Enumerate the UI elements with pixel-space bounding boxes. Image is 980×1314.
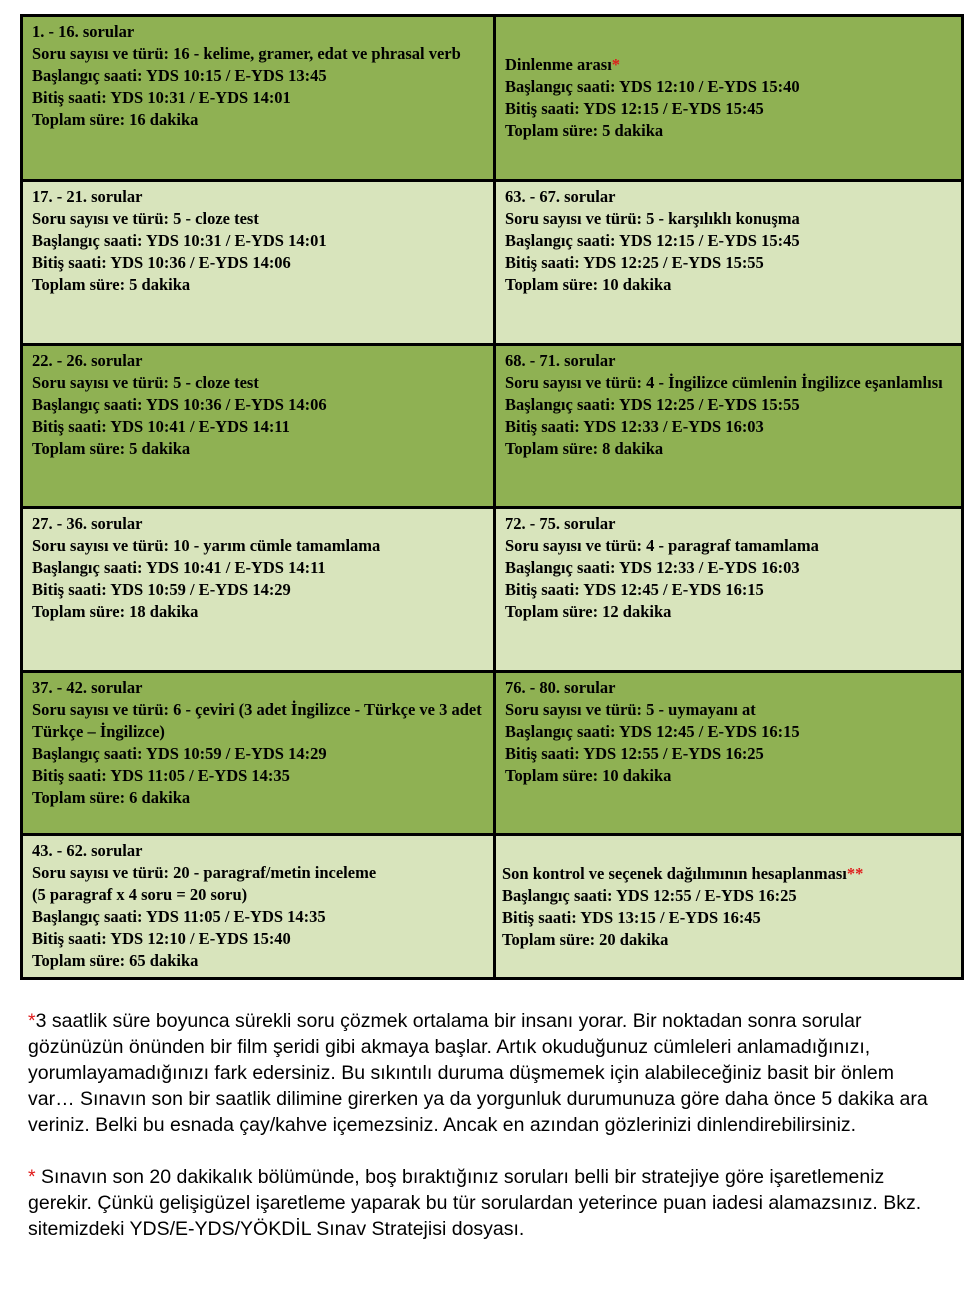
cell-end: Bitiş saati: YDS 12:45 / E-YDS 16:15 (505, 580, 764, 599)
cell-start: Başlangıç saati: YDS 12:55 / E-YDS 16:25 (502, 885, 797, 905)
schedule-cell-q27-36 (23, 509, 493, 670)
cell-title (505, 54, 953, 76)
cell-type: Soru sayısı ve türü: 20 - paragraf/metin inceleme (32, 863, 377, 882)
cell-total: Toplam süre: 10 dakika (505, 275, 672, 294)
footnote-text: 3 saatlik süre boyunca sürekli soru çözmek ortalama bir insanı yorar. Bir noktadan sonra sorular gözünüzün önünden bir film şeridi gibi akmaya başlar. Artık okuduğunuz cümleleri anlamadığınızı, yorumlayamadığınızı fark edersiniz. Bu sıkıntılı duruma düşmemek için alabileceğiniz basit bir önlem var… Sınavın son bir saatlik dilimine girerken ya da yorgunluk durumunuza göre daha önce 5 dakika ara veriniz. Belki bu esnada çay/kahve içemezsiniz. Ancak en azından gözlerinizi dinlendirebilirsiniz. (28, 1010, 928, 1136)
cell-total: Toplam süre: 6 dakika (32, 788, 191, 807)
schedule-cell-q1-16 (23, 17, 493, 179)
schedule-cell-q72-75 (496, 509, 961, 670)
cell-total: Toplam süre: 5 dakika (32, 439, 191, 458)
cell-title (502, 863, 953, 885)
asterisk-mark: * (28, 1010, 36, 1032)
cell-end: Bitiş saati: YDS 10:59 / E-YDS 14:29 (32, 580, 291, 599)
cell-end: Bitiş saati: YDS 12:15 / E-YDS 15:45 (505, 99, 764, 118)
cell-end: Bitiş saati: YDS 12:10 / E-YDS 15:40 (32, 929, 291, 948)
schedule-cell-q76-80 (496, 673, 961, 833)
cell-total: Toplam süre: 10 dakika (505, 766, 672, 785)
cell-end: Bitiş saati: YDS 10:41 / E-YDS 14:11 (32, 417, 290, 436)
cell-title-text: Dinlenme arası (505, 55, 612, 74)
cell-type: Soru sayısı ve türü: 5 - cloze test (32, 209, 259, 228)
cell-start: Başlangıç saati: YDS 12:10 / E-YDS 15:40 (505, 77, 800, 96)
cell-total: Toplam süre: 20 dakika (502, 929, 669, 949)
exam-schedule-table (20, 14, 964, 980)
cell-title: 22. - 26. sorular (32, 351, 143, 370)
schedule-cell-q68-71 (496, 346, 961, 506)
footnote-break (28, 1008, 928, 1138)
cell-start: Başlangıç saati: YDS 10:31 / E-YDS 14:01 (32, 231, 327, 250)
cell-title: 17. - 21. sorular (32, 187, 143, 206)
cell-start: Başlangıç saati: YDS 11:05 / E-YDS 14:35 (32, 907, 326, 926)
cell-title: 43. - 62. sorular (32, 841, 143, 860)
cell-end: Bitiş saati: YDS 12:25 / E-YDS 15:55 (505, 253, 764, 272)
cell-type: Soru sayısı ve türü: 5 - karşılıklı konuşma (505, 209, 800, 228)
schedule-cell-q22-26 (23, 346, 493, 506)
cell-start: Başlangıç saati: YDS 10:36 / E-YDS 14:06 (32, 395, 327, 414)
cell-type: Soru sayısı ve türü: 6 - çeviri (3 adet İngilizce - Türkçe ve 3 adet Türkçe – İngilizce) (32, 700, 482, 741)
cell-title: 68. - 71. sorular (505, 351, 616, 370)
cell-extra: (5 paragraf x 4 soru = 20 soru) (32, 885, 248, 904)
cell-end: Bitiş saati: YDS 12:33 / E-YDS 16:03 (505, 417, 764, 436)
cell-total: Toplam süre: 18 dakika (32, 602, 199, 621)
cell-end: Bitiş saati: YDS 11:05 / E-YDS 14:35 (32, 766, 290, 785)
cell-end: Bitiş saati: YDS 12:55 / E-YDS 16:25 (505, 744, 764, 763)
cell-start: Başlangıç saati: YDS 12:33 / E-YDS 16:03 (505, 558, 800, 577)
cell-start: Başlangıç saati: YDS 10:41 / E-YDS 14:11 (32, 558, 326, 577)
cell-title: 1. - 16. sorular (32, 22, 135, 41)
cell-type: Soru sayısı ve türü: 5 - uymayanı at (505, 700, 756, 719)
schedule-cell-q63-67 (496, 182, 961, 343)
schedule-cell-q37-42 (23, 673, 493, 833)
cell-start: Başlangıç saati: YDS 10:59 / E-YDS 14:29 (32, 744, 327, 763)
cell-total: Toplam süre: 16 dakika (32, 110, 199, 129)
footnotes (28, 1008, 928, 1268)
schedule-cell-final-check (496, 836, 961, 977)
cell-start: Başlangıç saati: YDS 12:25 / E-YDS 15:55 (505, 395, 800, 414)
cell-title: 63. - 67. sorular (505, 187, 616, 206)
footnote-final-check (28, 1164, 928, 1242)
schedule-cell-break (496, 17, 961, 179)
footnote-text: Sınavın son 20 dakikalık bölümünde, boş bıraktığınız soruları belli bir stratejiye göre işaretlemeniz gerekir. Çünkü gelişigüzel işaretleme yaparak bu tür sorulardan yeterince puan iadesi alamazsınız. Bkz. sitemizdeki YDS/E-YDS/YÖKDİL Sınav Stratejisi dosyası. (28, 1166, 922, 1240)
schedule-cell-q17-21 (23, 182, 493, 343)
cell-start: Başlangıç saati: YDS 10:15 / E-YDS 13:45 (32, 66, 327, 85)
cell-end: Bitiş saati: YDS 13:15 / E-YDS 16:45 (502, 907, 761, 927)
cell-end: Bitiş saati: YDS 10:31 / E-YDS 14:01 (32, 88, 291, 107)
asterisk-mark: * (611, 55, 621, 74)
cell-total: Toplam süre: 8 dakika (505, 439, 664, 458)
cell-total: Toplam süre: 12 dakika (505, 602, 672, 621)
cell-title-text: Son kontrol ve seçenek dağılımının hesaplanması (502, 863, 847, 883)
asterisk-mark: ** (846, 863, 864, 883)
cell-total: Toplam süre: 5 dakika (505, 121, 664, 140)
cell-end: Bitiş saati: YDS 10:36 / E-YDS 14:06 (32, 253, 291, 272)
cell-total: Toplam süre: 65 dakika (32, 951, 199, 970)
cell-type: Soru sayısı ve türü: 4 - İngilizce cümlenin İngilizce eşanlamlısı (505, 373, 943, 392)
cell-title: 72. - 75. sorular (505, 514, 616, 533)
cell-title: 76. - 80. sorular (505, 678, 616, 697)
cell-type: Soru sayısı ve türü: 10 - yarım cümle tamamlama (32, 536, 381, 555)
cell-type: Soru sayısı ve türü: 16 - kelime, gramer, edat ve phrasal verb (32, 44, 461, 63)
cell-start: Başlangıç saati: YDS 12:15 / E-YDS 15:45 (505, 231, 800, 250)
cell-type: Soru sayısı ve türü: 4 - paragraf tamamlama (505, 536, 819, 555)
asterisk-mark: * (28, 1166, 36, 1188)
cell-type: Soru sayısı ve türü: 5 - cloze test (32, 373, 259, 392)
cell-title: 27. - 36. sorular (32, 514, 143, 533)
cell-start: Başlangıç saati: YDS 12:45 / E-YDS 16:15 (505, 722, 800, 741)
schedule-cell-q43-62 (23, 836, 493, 977)
cell-total: Toplam süre: 5 dakika (32, 275, 191, 294)
cell-title: 37. - 42. sorular (32, 678, 143, 697)
